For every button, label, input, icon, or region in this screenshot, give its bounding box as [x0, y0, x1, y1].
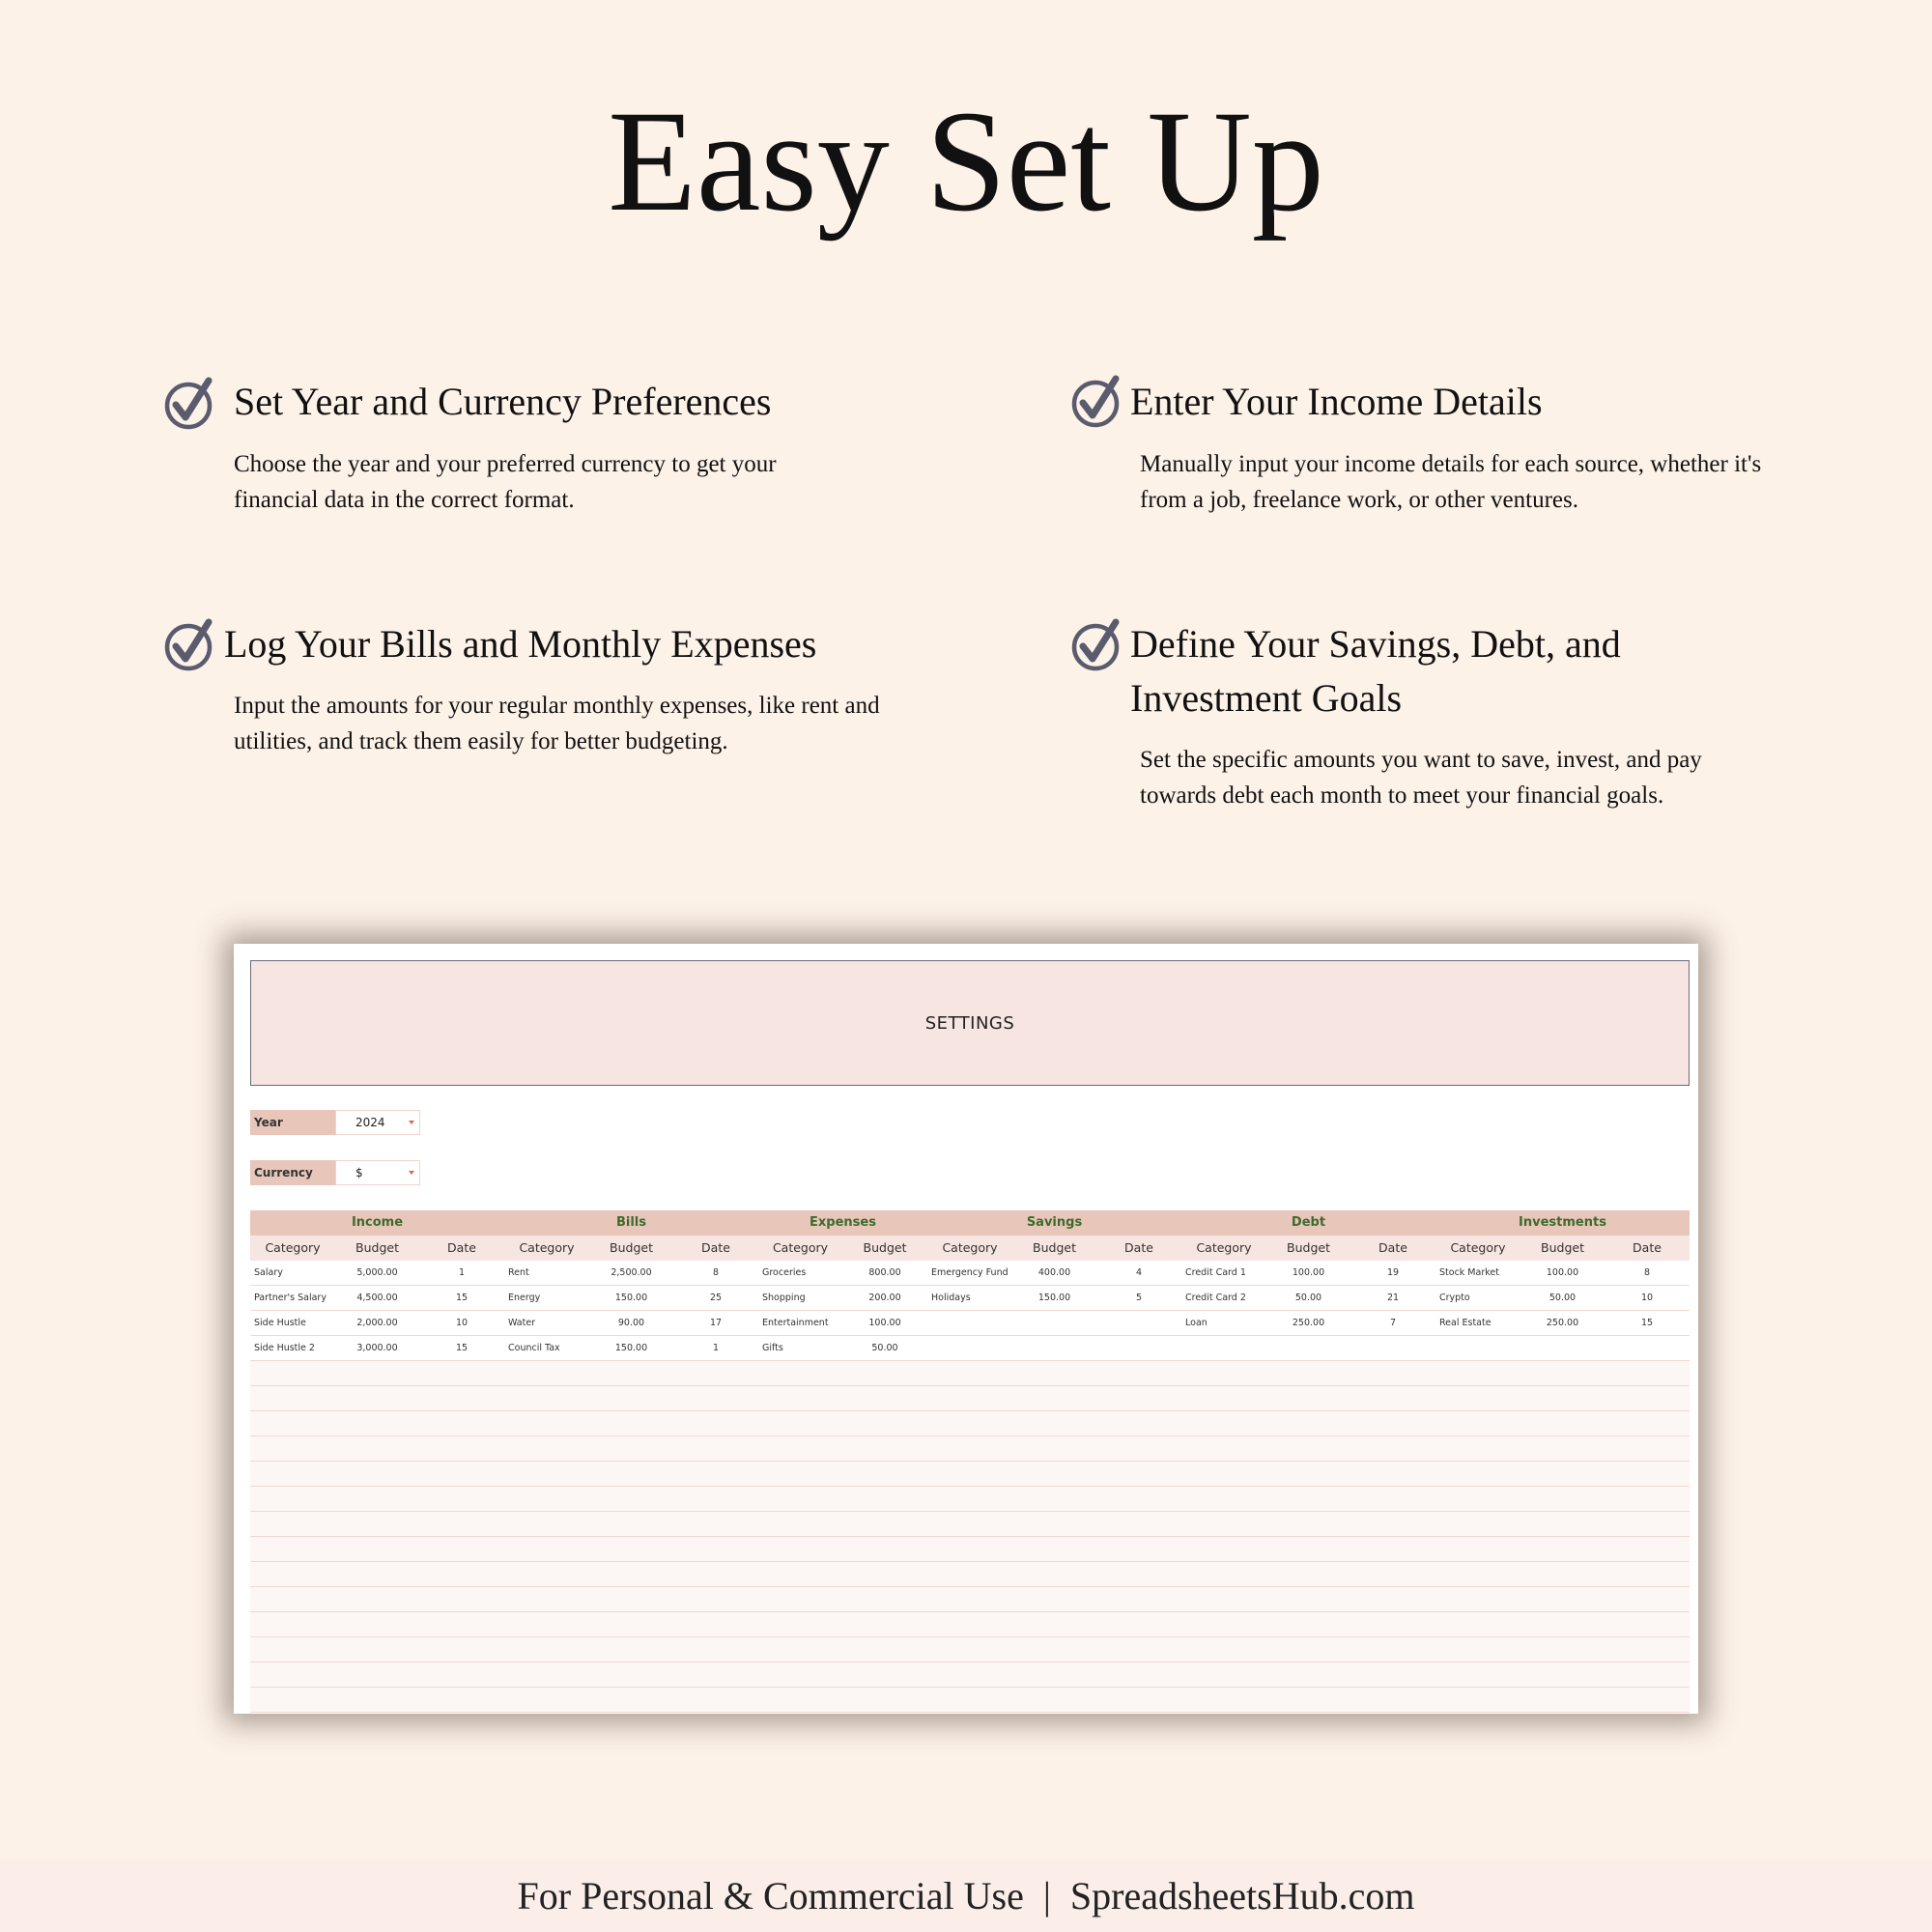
- table-cell[interactable]: 50.00: [1294, 1293, 1322, 1303]
- column-header-row: [250, 1236, 1690, 1261]
- feature-title-income: Enter Your Income Details: [1130, 380, 1543, 423]
- settings-sheet: [234, 944, 1698, 1714]
- column-header-category: Category: [1450, 1240, 1506, 1255]
- table-cell[interactable]: 15: [1640, 1318, 1654, 1328]
- table-cell[interactable]: Water: [508, 1318, 536, 1328]
- table-cell[interactable]: [1012, 1336, 1096, 1360]
- table-cell[interactable]: 10: [455, 1318, 469, 1328]
- dropdown-caret-icon: [409, 1171, 414, 1175]
- group-header-savings: Savings: [1026, 1215, 1083, 1230]
- table-cell[interactable]: 8: [1643, 1267, 1651, 1278]
- table-cell[interactable]: 15: [455, 1343, 469, 1353]
- table-cell[interactable]: Credit Card 2: [1185, 1293, 1246, 1303]
- empty-table-row[interactable]: [250, 1487, 1690, 1512]
- table-cell[interactable]: Entertainment: [762, 1318, 829, 1328]
- table-cell[interactable]: Emergency Fund: [931, 1267, 1009, 1278]
- table-cell[interactable]: [1012, 1311, 1096, 1335]
- table-cell[interactable]: 800.00: [868, 1267, 901, 1278]
- table-cell[interactable]: [1096, 1311, 1181, 1335]
- table-cell[interactable]: 250.00: [1546, 1318, 1579, 1328]
- table-cell[interactable]: 4: [1135, 1267, 1143, 1278]
- table-cell[interactable]: 150.00: [614, 1343, 648, 1353]
- feature-desc-bills-expenses: Input the amounts for your regular monthly expenses, like rent and utilities, and track them easily for better budgeting.: [234, 693, 880, 754]
- checkmark-circle-icon: [162, 377, 216, 431]
- group-header-income: Income: [351, 1215, 404, 1230]
- table-cell[interactable]: 21: [1386, 1293, 1400, 1303]
- table-cell[interactable]: 250.00: [1292, 1318, 1325, 1328]
- feature-desc-goals: Set the specific amounts you want to save, invest, and pay towards debt each month to meet your financial goals.: [1140, 747, 1702, 809]
- table-cell[interactable]: 200.00: [868, 1293, 901, 1303]
- empty-table-row[interactable]: [250, 1637, 1690, 1662]
- empty-table-row[interactable]: [250, 1537, 1690, 1562]
- table-cell[interactable]: [1181, 1336, 1266, 1360]
- table-cell[interactable]: 25: [709, 1293, 723, 1303]
- table-cell[interactable]: 400.00: [1037, 1267, 1071, 1278]
- table-cell[interactable]: 1: [712, 1343, 720, 1353]
- year-value: 2024: [355, 1116, 385, 1129]
- table-cell[interactable]: 50.00: [1548, 1293, 1577, 1303]
- table-cell[interactable]: Side Hustle 2: [254, 1343, 315, 1353]
- empty-table-row[interactable]: [250, 1612, 1690, 1637]
- page-title: Easy Set Up: [608, 81, 1324, 242]
- table-cell[interactable]: 5: [1135, 1293, 1143, 1303]
- empty-table-row[interactable]: [250, 1688, 1690, 1713]
- table-cell[interactable]: 19: [1386, 1267, 1400, 1278]
- table-cell[interactable]: 7: [1389, 1318, 1397, 1328]
- table-row: [250, 1286, 1690, 1311]
- empty-table-row[interactable]: [250, 1386, 1690, 1411]
- table-cell[interactable]: Energy: [508, 1293, 541, 1303]
- table-cell[interactable]: [1520, 1336, 1605, 1360]
- currency-value: $: [355, 1166, 363, 1179]
- table-cell[interactable]: Side Hustle: [254, 1318, 306, 1328]
- table-cell[interactable]: [927, 1311, 1012, 1335]
- currency-select[interactable]: [335, 1160, 420, 1185]
- table-cell[interactable]: Loan: [1185, 1318, 1208, 1328]
- empty-table-row[interactable]: [250, 1411, 1690, 1436]
- table-cell[interactable]: Gifts: [762, 1343, 783, 1353]
- dropdown-caret-icon: [409, 1121, 414, 1124]
- column-header-category: Category: [519, 1240, 575, 1255]
- column-header-budget: Budget: [1541, 1240, 1584, 1255]
- column-header-budget: Budget: [1033, 1240, 1076, 1255]
- checkmark-circle-icon: [1069, 375, 1123, 429]
- empty-table-row[interactable]: [250, 1587, 1690, 1612]
- checkmark-circle-icon: [162, 618, 216, 672]
- table-cell[interactable]: 3,000.00: [356, 1343, 398, 1353]
- group-header-debt: Debt: [1291, 1215, 1326, 1230]
- empty-table-row[interactable]: [250, 1512, 1690, 1537]
- table-cell[interactable]: 2,500.00: [611, 1267, 652, 1278]
- table-cell[interactable]: [927, 1336, 1012, 1360]
- column-header-date: Date: [1633, 1240, 1662, 1255]
- column-header-date: Date: [1124, 1240, 1153, 1255]
- table-cell[interactable]: Holidays: [931, 1293, 971, 1303]
- table-cell[interactable]: 100.00: [1546, 1267, 1579, 1278]
- column-header-budget: Budget: [863, 1240, 907, 1255]
- table-cell[interactable]: 10: [1640, 1293, 1654, 1303]
- table-cell[interactable]: Salary: [254, 1267, 283, 1278]
- table-cell[interactable]: [1096, 1336, 1181, 1360]
- table-cell[interactable]: 1: [458, 1267, 466, 1278]
- column-header-budget: Budget: [1287, 1240, 1330, 1255]
- table-cell[interactable]: Shopping: [762, 1293, 806, 1303]
- column-header-budget: Budget: [610, 1240, 653, 1255]
- feature-desc-income: Manually input your income details for each source, whether it's from a job, freelance work, or other ventures.: [1140, 451, 1762, 513]
- feature-title-goals-line2: Investment Goals: [1130, 676, 1403, 720]
- table-cell[interactable]: [1266, 1336, 1350, 1360]
- group-header-expenses: Expenses: [810, 1215, 876, 1230]
- table-row: [250, 1336, 1690, 1361]
- table-cell[interactable]: 100.00: [868, 1318, 901, 1328]
- table-cell[interactable]: [1435, 1336, 1520, 1360]
- column-header-category: Category: [772, 1240, 829, 1255]
- feature-title-goals-line1: Define Your Savings, Debt, and: [1130, 622, 1621, 666]
- settings-heading: SETTINGS: [250, 960, 1690, 1086]
- table-cell[interactable]: 150.00: [1037, 1293, 1071, 1303]
- table-cell[interactable]: 4,500.00: [356, 1293, 398, 1303]
- table-cell[interactable]: Partner's Salary: [254, 1293, 327, 1303]
- table-cell[interactable]: Credit Card 1: [1185, 1267, 1246, 1278]
- footer-text: For Personal & Commercial Use | SpreadsheetsHub.com: [0, 1860, 1932, 1932]
- table-cell[interactable]: Groceries: [762, 1267, 807, 1278]
- currency-label: Currency: [250, 1160, 335, 1185]
- table-cell[interactable]: 2,000.00: [356, 1318, 398, 1328]
- table-cell[interactable]: 90.00: [617, 1318, 645, 1328]
- table-cell[interactable]: Rent: [508, 1267, 529, 1278]
- table-cell[interactable]: Crypto: [1439, 1293, 1470, 1303]
- checkmark-circle-icon: [1069, 618, 1123, 672]
- table-cell[interactable]: Stock Market: [1439, 1267, 1499, 1278]
- group-header-investments: Investments: [1519, 1215, 1606, 1230]
- table-cell[interactable]: 150.00: [614, 1293, 648, 1303]
- feature-desc-year-currency: Choose the year and your preferred currency to get your financial data in the correct format.: [234, 451, 777, 513]
- column-header-date: Date: [447, 1240, 476, 1255]
- table-cell[interactable]: 8: [712, 1267, 720, 1278]
- group-header-row: [250, 1210, 1690, 1236]
- table-cell[interactable]: [1605, 1336, 1690, 1360]
- table-cell[interactable]: 100.00: [1292, 1267, 1325, 1278]
- table-cell[interactable]: Council Tax: [508, 1343, 560, 1353]
- table-row: [250, 1261, 1690, 1286]
- year-label: Year: [250, 1110, 335, 1135]
- table-cell[interactable]: Real Estate: [1439, 1318, 1492, 1328]
- empty-table-row[interactable]: [250, 1361, 1690, 1386]
- table-cell[interactable]: 50.00: [871, 1343, 898, 1353]
- empty-table-row[interactable]: [250, 1562, 1690, 1587]
- table-cell[interactable]: 15: [455, 1293, 469, 1303]
- empty-table-row[interactable]: [250, 1436, 1690, 1462]
- column-header-category: Category: [1196, 1240, 1252, 1255]
- table-row: [250, 1311, 1690, 1336]
- table-cell[interactable]: 17: [709, 1318, 723, 1328]
- column-header-category: Category: [942, 1240, 998, 1255]
- budget-table: [250, 1210, 1690, 1713]
- column-header-date: Date: [1378, 1240, 1407, 1255]
- column-header-category: Category: [265, 1240, 321, 1255]
- column-header-budget: Budget: [355, 1240, 399, 1255]
- group-header-bills: Bills: [615, 1215, 646, 1230]
- table-cell[interactable]: [1350, 1336, 1435, 1360]
- year-select[interactable]: [335, 1110, 420, 1135]
- table-cell[interactable]: 5,000.00: [356, 1267, 398, 1278]
- feature-title-bills-expenses: Log Your Bills and Monthly Expenses: [224, 622, 817, 666]
- column-header-date: Date: [701, 1240, 730, 1255]
- feature-title-year-currency: Set Year and Currency Preferences: [234, 380, 772, 423]
- empty-table-row[interactable]: [250, 1662, 1690, 1688]
- empty-table-row[interactable]: [250, 1462, 1690, 1487]
